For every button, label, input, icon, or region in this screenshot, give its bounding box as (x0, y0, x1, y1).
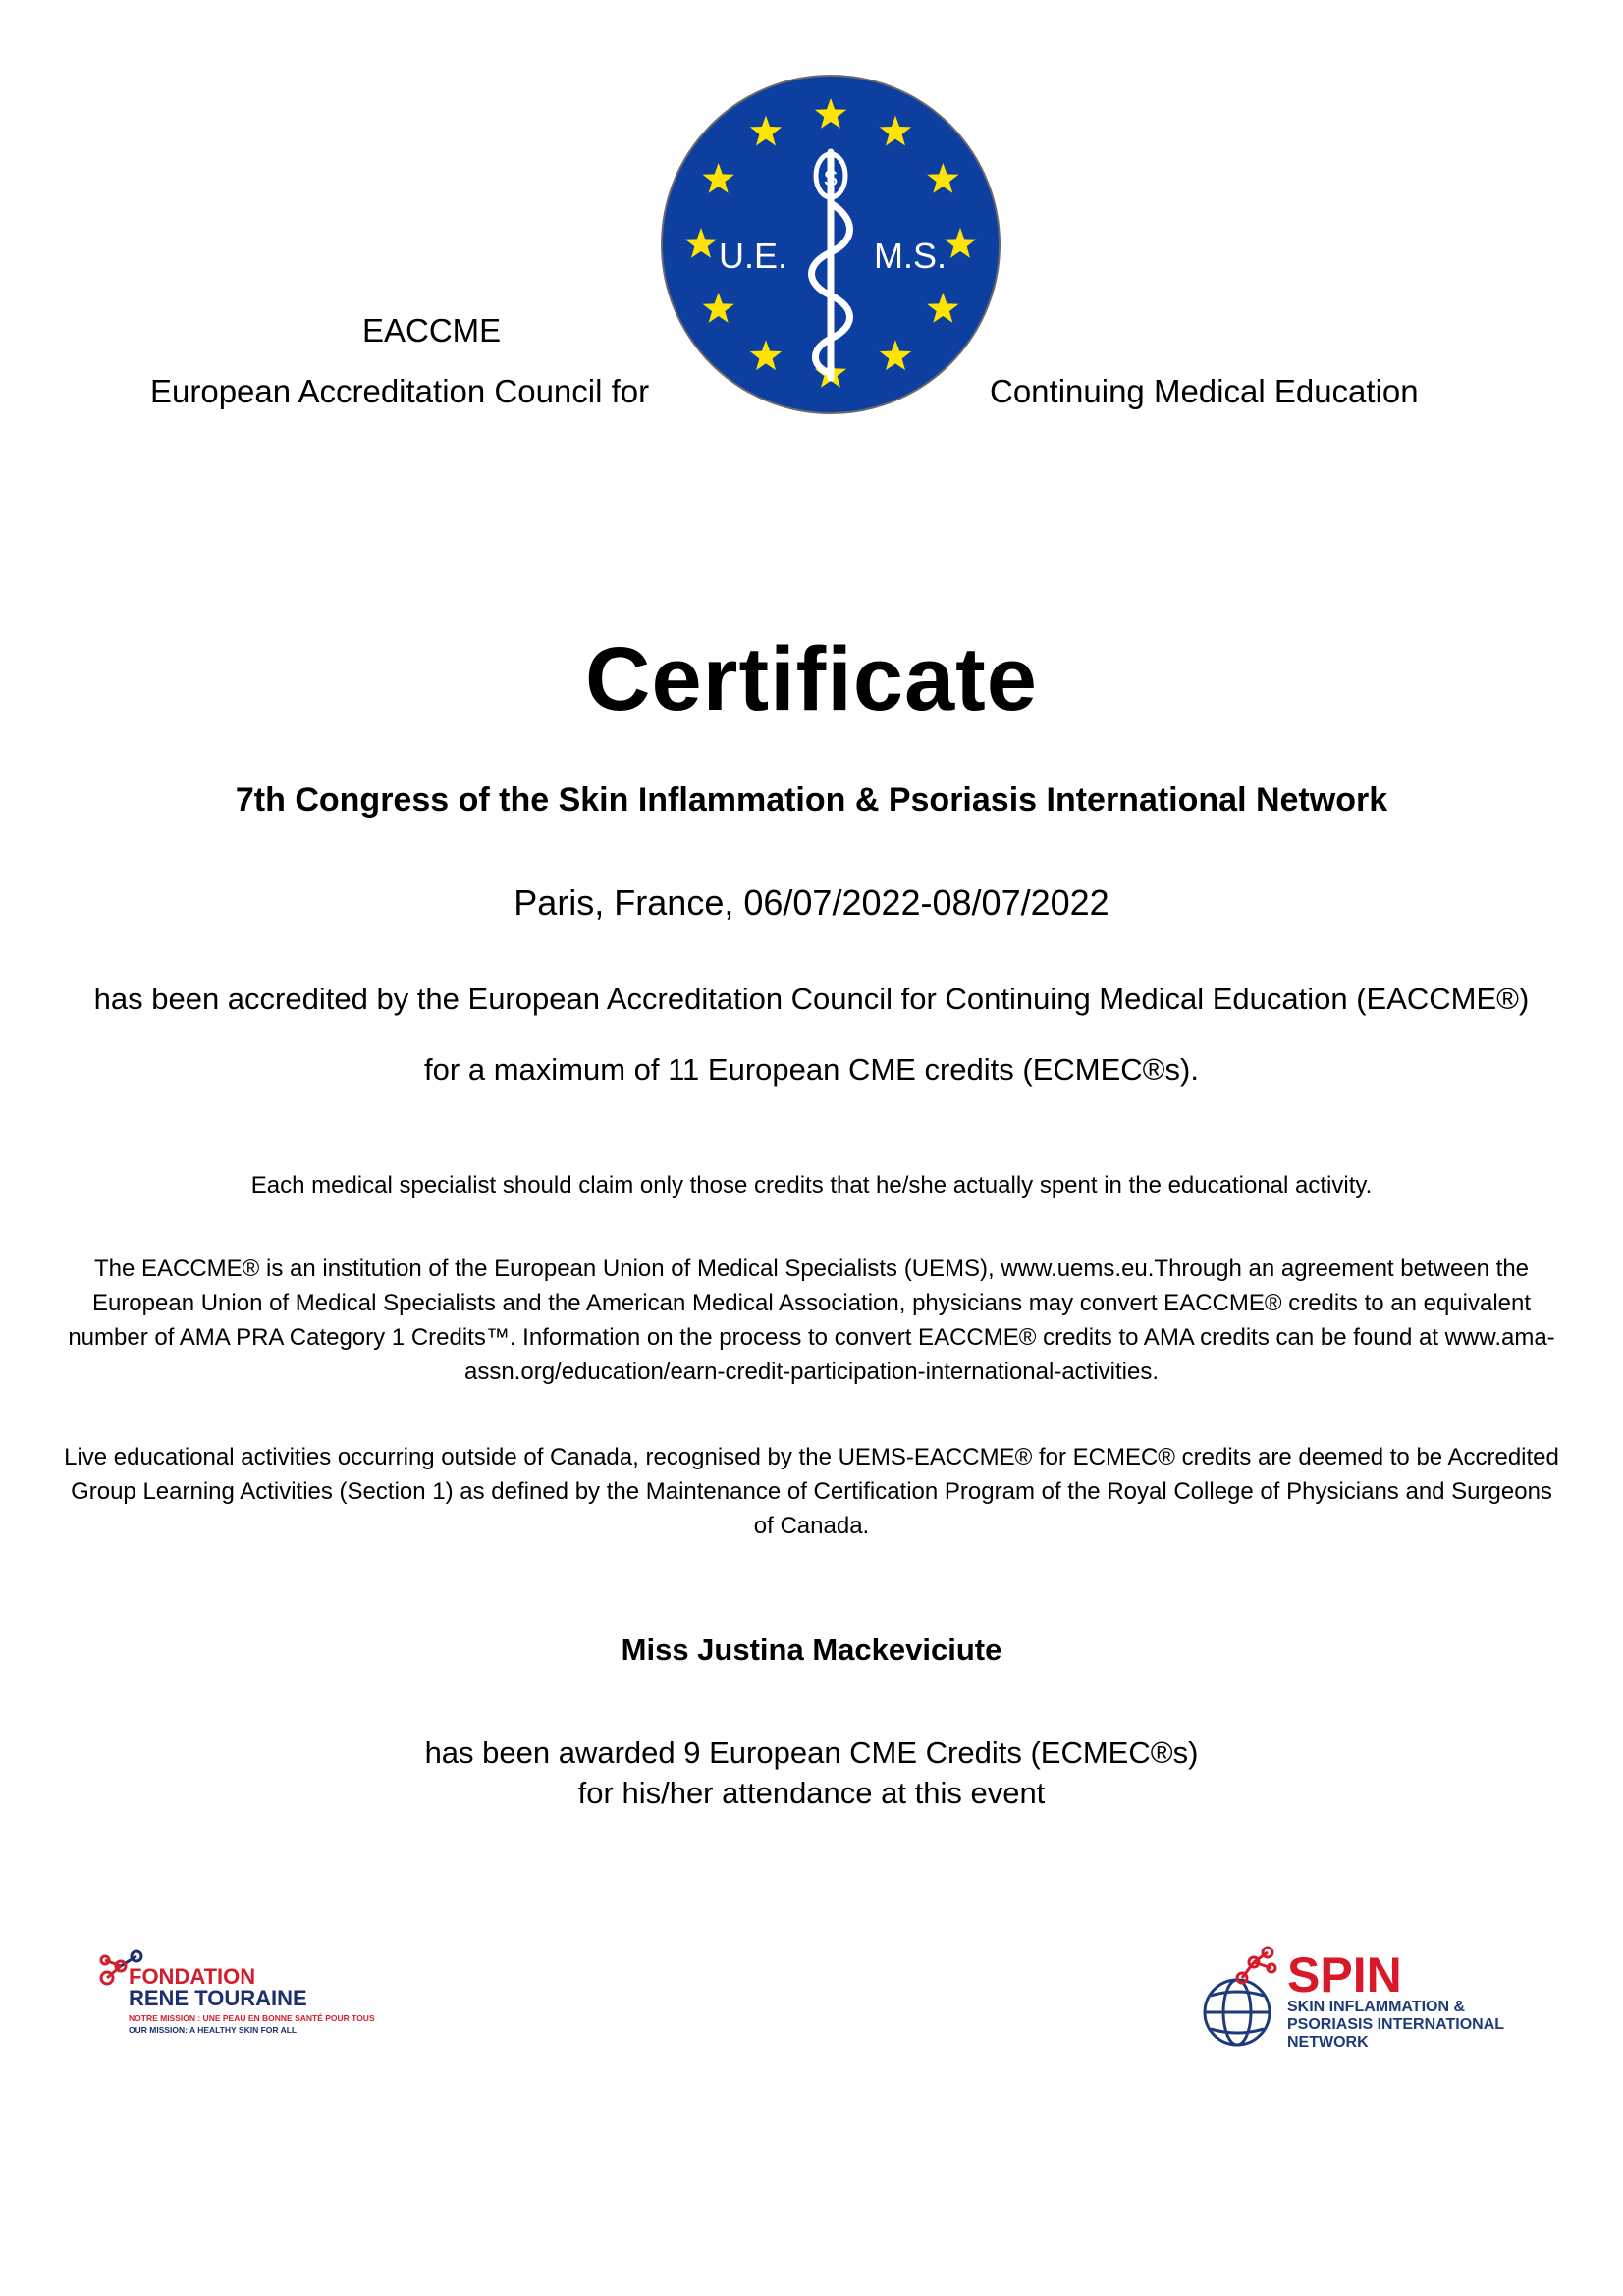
awarded-statement (0, 1733, 1623, 1813)
eaccme-info-paragraph: The EACCME® is an institution of the European Union of Medical Specialists (UEMS), www.uems.eu.Through an agreement between the European Union of Medical Specialists and the American Medical Association, physicians may convert EACCME® credits to an equivalent number of AMA PRA Category 1 Credits™. Information on the process to convert EACCME® credits to AMA credits can be found at www.ama-assn.org/education/earn-credit-participation-international-activities. (68, 1255, 1555, 1385)
event-location-dates: Paris, France, 06/07/2022-08/07/2022 (514, 882, 1109, 923)
frt-tagline-fr: NOTRE MISSION : UNE PEAU EN BONNE SANTÉ POUR TOUS (129, 2013, 375, 2023)
spin-line1: SKIN INFLAMMATION & (1287, 1999, 1466, 2015)
certificate-title: Certificate (585, 629, 1038, 729)
frt-line2: RENE TOURAINE (129, 1986, 307, 2010)
participant-name: Miss Justina Mackeviciute (621, 1632, 1002, 1667)
frt-tagline-en: OUR MISSION: A HEALTHY SKIN FOR ALL (129, 2025, 298, 2035)
awarded-line-2: for his/her attendance at this event (577, 1776, 1046, 1810)
logo-text-ms: M.S. (873, 236, 947, 276)
org-name-right: Continuing Medical Education (990, 373, 1419, 409)
globe-icon (1205, 1980, 1270, 2045)
max-credits-statement: for a maximum of 11 European CME credits (ECMEC®s). (424, 1052, 1199, 1087)
logo-text-ue: U.E. (718, 236, 788, 276)
accreditation-statement: has been accredited by the European Accreditation Council for Continuing Medical Education (EACCME®) (93, 982, 1530, 1016)
event-name: 7th Congress of the Skin Inflammation & Psoriasis International Network (235, 781, 1388, 819)
claim-note: Each medical specialist should claim only those credits that he/she actually spent in the educational activity. (250, 1172, 1373, 1199)
org-name-left: European Accreditation Council for (150, 373, 650, 409)
logo-s-letter: S (823, 166, 839, 190)
fondation-rene-touraine-logo (95, 1949, 419, 2047)
uems-logo (660, 74, 1001, 415)
molecule-icon (1237, 1948, 1275, 1983)
spin-logo (1193, 1939, 1546, 2056)
canada-info-paragraph: Live educational activities occurring outside of Canada, recognised by the UEMS-EACCME® for ECMEC® credits are deemed to be Accredited Group Learning Activities (Section 1) as defined by the Maintenance of Certification Program of the Royal College of Physicians and Surgeons of Canada. (64, 1444, 1559, 1539)
spin-line2: PSORIASIS INTERNATIONAL (1287, 2016, 1505, 2033)
spin-line3: NETWORK (1287, 2034, 1369, 2051)
frt-line1: FONDATION (129, 1964, 256, 1989)
awarded-line-1: has been awarded 9 European CME Credits (ECMEC®s) (424, 1735, 1199, 1770)
org-abbreviation: EACCME (362, 312, 502, 348)
spin-name: SPIN (1287, 1948, 1402, 2002)
